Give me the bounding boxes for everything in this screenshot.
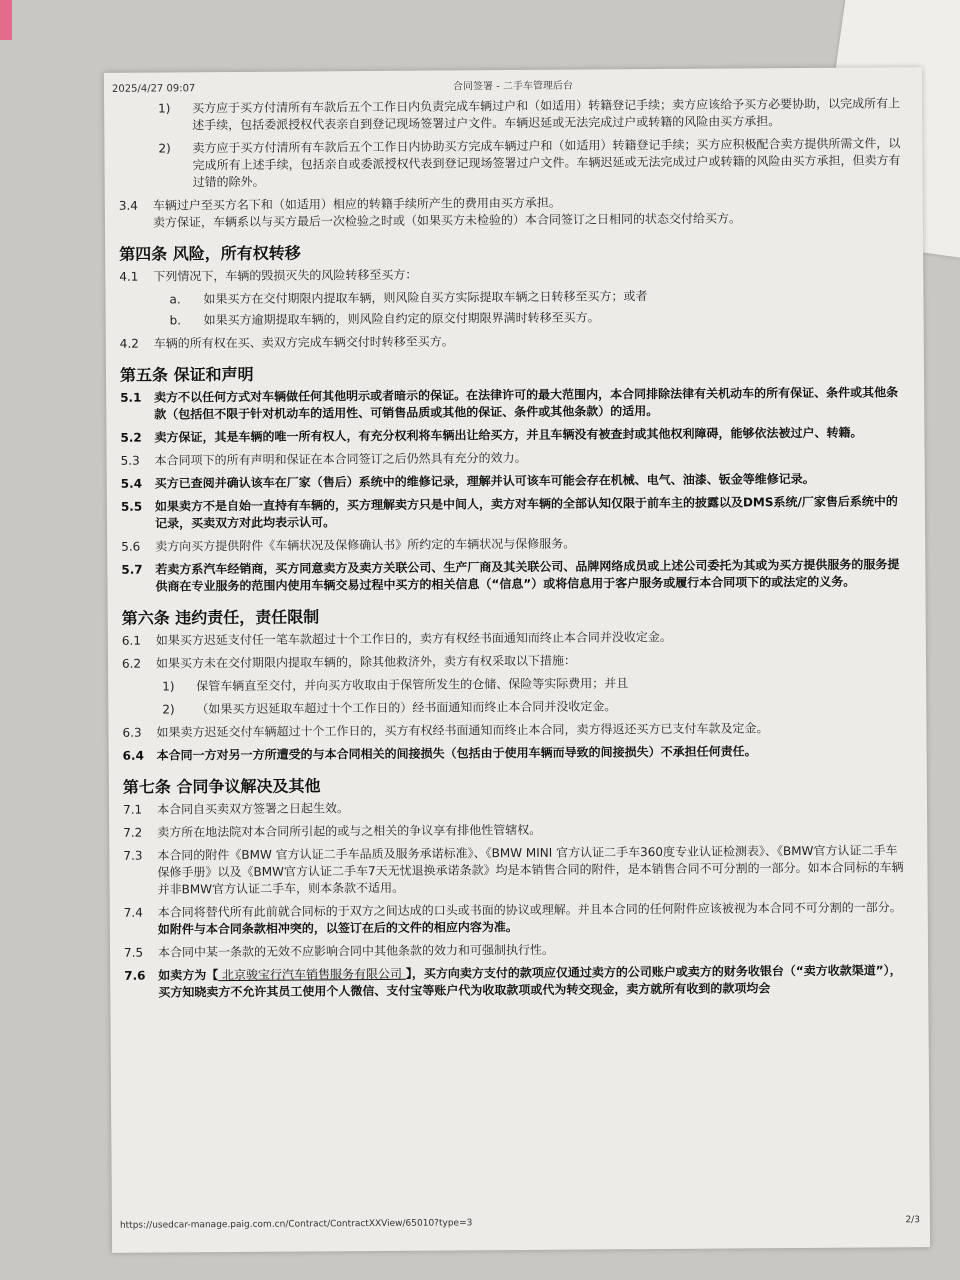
article-4-title: 第四条 风险，所有权转移 — [119, 243, 301, 264]
article-7-title: 第七条 合同争议解决及其他 — [122, 776, 321, 797]
clause-6-3: 6.3 如果卖方迟延交付车辆超过十个工作日的，买方有权经书面通知而终止本合同，卖方得返还买方已支付车款及定金。 — [122, 721, 769, 740]
page-url: https://usedcar-manage.paig.com.cn/Contract/ContractXXView/65010?type=3 — [119, 1218, 473, 1231]
clause-7-6: 7.6 如卖方为【 北京骏宝行汽车销售服务有限公司 】，买方向卖方支付的款项应仅通过卖方的公司账户或卖方的财务收银台（“卖方收款渠道”），买方知晓卖方不允许其员工使用个人微信、支付宝等账户代为收取款项或代为转交现金，卖方就所有收到的款项均会 — [124, 963, 902, 1000]
clause-5-2: 5.2 卖方保证，其是车辆的唯一所有权人，有充分权利将车辆出让给买方，并且车辆没有被查封或其他权利障碍，能够依法被过户、转籍。 — [120, 425, 863, 445]
print-title: 合同签署 - 二手车管理后台 — [452, 80, 574, 93]
clause-3-4: 3.4 车辆过户至买方名下和（如适用）相应的转籍手续所产生的费用由买方承担。 卖方保证，车辆系以与买方最后一次检验之时或（如果买方未检验的）本合同签订之日相同的状态交付给买方。 — [118, 195, 741, 230]
clause-6-2: 6.2 如果买方未在交付期限内提取车辆的，除其他救济外，卖方有权采取以下措施： — [121, 653, 577, 671]
clause-5-3: 5.3 本合同项下的所有声明和保证在本合同签订之后仍然具有充分的效力。 — [120, 450, 527, 468]
clause-4-1: 4.1 下列情况下，车辆的毁损灭失的风险转移至买方： — [119, 267, 418, 284]
contract-page — [104, 67, 930, 1253]
clause-5-1: 5.1 卖方不以任何方式对车辆做任何其他明示或者暗示的保证。在法律许可的最大范围内，本合同排除法律有关机动车的所有保证、条件或其他条款（包括但不限于针对机动车的适用性、可销售品质或其他的保证、条件或其他条款）的适用。 — [120, 385, 899, 422]
clause-3-3-2: 2) 卖方应于买方付清所有车款后五个工作日内协助买方完成车辆过户和（如适用）转籍登记手续；买方应积极配合卖方提供所需文件，以完成所有上述手续，包括亲自或委派授权代表到登记现场签署过户文件。车辆迟延或无法完成过户或转籍的风险由买方承担，但卖方有过错的除外。 — [158, 136, 901, 190]
background-object — [0, 0, 12, 40]
contract-body — [118, 95, 908, 1007]
clause-6-4: 6.4 本合同一方对另一方所遭受的与本合同相关的间接损失（包括由于使用车辆而导致的间接损失）不承担任何责任。 — [122, 744, 757, 763]
clause-7-5: 7.5 本合同中某一条款的无效不应影响合同中其他条款的效力和可强制执行性。 — [123, 942, 555, 960]
clause-6-1: 6.1 如果买方迟延支付任一笔车款超过十个工作日的，卖方有权经书面通知而终止本合同并没收定金。 — [121, 629, 672, 648]
clause-7-3: 7.3 本合同的附件《BMW 官方认证二手车品质及服务承诺标准》、《BMW MINI 官方认证二手车360度专业认证检测表》、《BMW官方认证二手车保修手册》以及《BMW官方认证二手车7天无忧退换承诺条款》均是本销售合同的附件，是本销售合同不可分割的一部分。如本合同标的车辆并非BMW官方认证二手车，则本条款不适用。 — [123, 843, 904, 897]
clause-4-1-a: a. 如果买方在交付期限内提取车辆，则风险自买方实际提取车辆之日转移至买方；或者 — [169, 289, 648, 307]
clause-5-4: 5.4 买方已查阅并确认该车在厂家（售后）系统中的维修记录，理解并认可该车可能会存在机械、电气、油漆、钣金等维修记录。 — [120, 471, 815, 491]
clause-7-1: 7.1 本合同自买卖双方签署之日起生效。 — [122, 801, 350, 817]
clause-6-2-1: 1) 保管车辆直至交付，并向买方收取由于保管所发生的仓储、保险等实际费用；并且 — [162, 676, 629, 694]
print-footer — [120, 1212, 920, 1235]
clause-4-1-b: b. 如果买方逾期提取车辆的，则风险自约定的原交付期限界满时转移至买方。 — [169, 310, 600, 328]
clause-5-7: 5.7 若卖方系汽车经销商，买方同意卖方及卖方关联公司、生产厂商及其关联公司、品牌网络成员或上述公司委托为其或为买方提供服务的服务提供商在专业服务的范围内使用车辆交易过程中买方的相关信息（“信息”）或将信息用于客户服务或履行本合同项下的或法定的义务。 — [121, 557, 900, 594]
clause-5-5: 5.5 如果卖方不是自始一直持有车辆的，买方理解卖方只是中间人，卖方对车辆的全部认知仅限于前车主的披露以及DMS系统/厂家售后系统中的记录，买卖双方对此均表示认可。 — [120, 494, 898, 531]
article-6-title: 第六条 违约责任，责任限制 — [121, 607, 320, 628]
clause-3-3-1: 1) 买方应于买方付清所有车款后五个工作日内负责完成车辆过户和（如适用）转籍登记手续；卖方应该给予买方必要协助，以完成所有上述手续，包括委派授权代表亲自到登记现场签署过户文件。车辆迟延或无法完成过户或转籍的风险由买方承担。 — [158, 96, 901, 133]
clause-4-2: 4.2 车辆的所有权在买、卖双方完成车辆交付时转移至买方。 — [119, 334, 454, 351]
clause-6-2-2: 2) （如果买方迟延取车超过十个工作日的）经书面通知而终止本合同并没收定金。 — [162, 699, 617, 717]
article-5-title: 第五条 保证和声明 — [119, 364, 254, 385]
page-number: 2/3 — [905, 1215, 920, 1226]
print-header — [104, 75, 922, 95]
clause-7-4: 7.4 本合同将替代所有此前就合同标的于双方之间达成的口头或书面的协议或理解。并且本合同的任何附件应该被视为本合同不可分割的一部分。如附件与本合同条款相冲突的，以签订在后的文件的相应内容为准。 — [123, 900, 902, 937]
clause-5-6: 5.6 卖方向买方提供附件《车辆状况及保修确认书》所约定的车辆状况与保修服务。 — [121, 536, 576, 554]
seller-company-name: 北京骏宝行汽车销售服务有限公司 — [218, 966, 406, 983]
print-date: 2025/4/27 09:07 — [111, 83, 196, 95]
clause-7-2: 7.2 卖方所在地法院对本合同所引起的或与之相关的争议享有排他性管辖权。 — [123, 822, 542, 840]
